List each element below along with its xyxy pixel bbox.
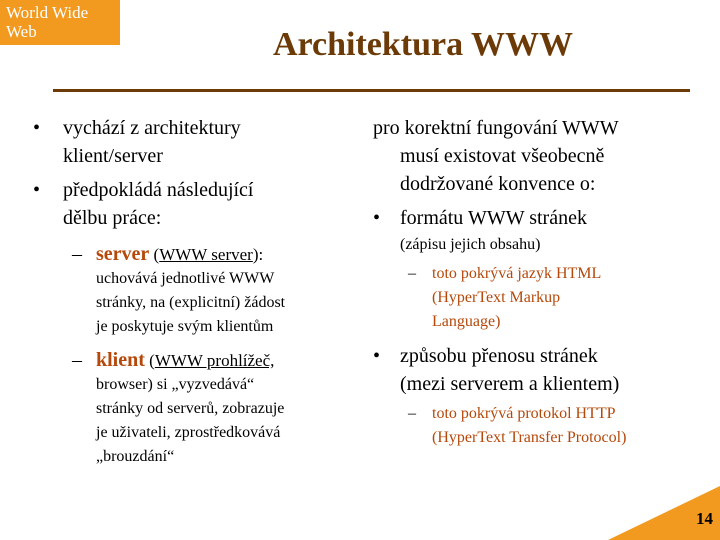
page-number: 14 xyxy=(696,509,713,528)
right-intro-line1: pro korektní fungování WWW xyxy=(373,117,619,139)
left-bullet1-marker: • xyxy=(33,117,41,139)
left-bullet2-line1: předpokládá následující xyxy=(63,179,254,201)
client-dash: – xyxy=(72,349,82,371)
client-desc-line3: je uživateli, zprostředkovává xyxy=(96,424,281,441)
client-desc-line1: browser) si „vyzvedává“ xyxy=(96,376,255,393)
server-paren-open: ( xyxy=(153,245,160,264)
slide-title: Architektura WWW xyxy=(272,26,573,63)
right-dash1-line3: Language) xyxy=(432,313,501,330)
right-intro-line3: dodržované konvence o: xyxy=(400,173,596,195)
server-paren-close: ): xyxy=(252,245,264,264)
server-desc-line3: je poskytuje svým klientům xyxy=(96,318,274,335)
right-bullet2-marker: • xyxy=(373,345,381,367)
right-bullet1-marker: • xyxy=(373,207,381,229)
client-paren-open: ( xyxy=(149,351,155,370)
right-bullet1-text: formátu WWW stránek xyxy=(400,207,587,229)
right-dash1-marker: – xyxy=(408,265,416,282)
left-bullet2-line2: dělbu práce: xyxy=(63,207,162,229)
right-dash2-line2: (HyperText Transfer Protocol) xyxy=(432,429,627,446)
right-bullet1-sub: (zápisu jejich obsahu) xyxy=(400,236,541,253)
client-desc-line2: stránky od serverů, zobrazuje xyxy=(96,400,285,417)
right-bullet2-line2: (mezi serverem a klientem) xyxy=(400,373,620,395)
section-tag-line1: World Wide xyxy=(6,3,89,22)
right-dash2-marker: – xyxy=(408,405,416,422)
left-bullet2-marker: • xyxy=(33,179,41,201)
client-keyword: klient xyxy=(96,349,145,371)
right-bullet2-line1: způsobu přenosu stránek xyxy=(400,345,598,367)
right-intro-line2: musí existovat všeobecně xyxy=(400,145,605,167)
server-link[interactable]: WWW server xyxy=(159,245,253,264)
server-heading xyxy=(96,242,263,267)
right-dash1-line1: toto pokrývá jazyk HTML xyxy=(432,265,602,282)
server-desc-line2: stránky, na (explicitní) žádost xyxy=(96,294,286,311)
client-link[interactable]: WWW prohlížeč, xyxy=(154,351,275,370)
left-bullet1-line1: vychází z architektury xyxy=(63,117,241,139)
title-underline xyxy=(53,89,690,92)
left-bullet1-line2: klient/server xyxy=(63,145,163,167)
client-heading xyxy=(96,348,274,373)
server-dash: – xyxy=(72,243,82,265)
right-dash2-line1: toto pokrývá protokol HTTP xyxy=(432,405,616,422)
server-desc-line1: uchovává jednotlivé WWW xyxy=(96,270,275,287)
client-desc-line4: „brouzdání“ xyxy=(96,448,175,465)
section-tag-line2: Web xyxy=(6,22,37,41)
right-dash1-line2: (HyperText Markup xyxy=(432,289,561,306)
server-keyword: server xyxy=(96,243,150,265)
